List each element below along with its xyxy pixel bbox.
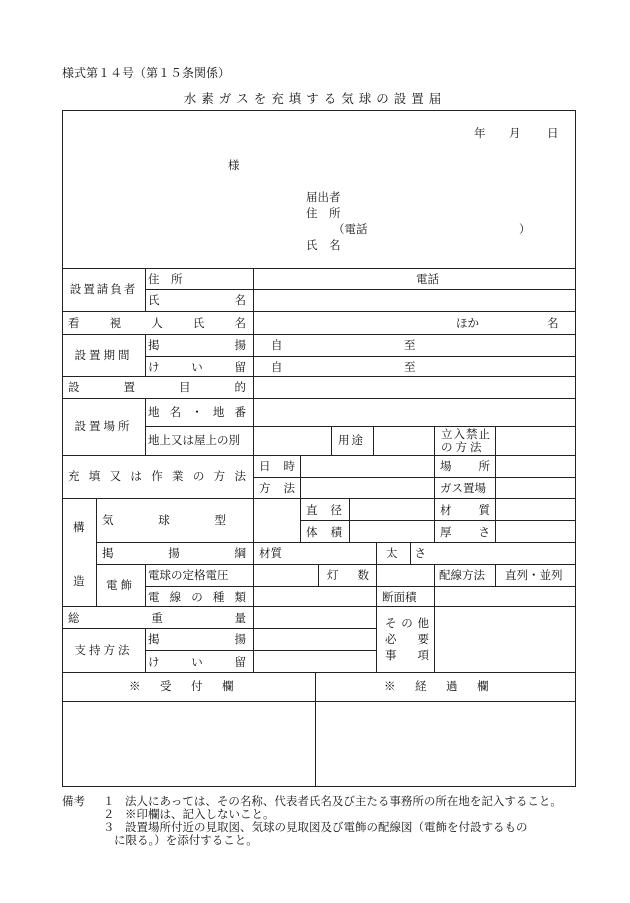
reception-column-label: ※ 受 付 欄 xyxy=(129,679,238,693)
other-label-2: 必 要 xyxy=(385,632,429,646)
balloon-diameter-label: 直径 xyxy=(306,503,342,517)
decoration-label: 電飾 xyxy=(106,577,135,592)
gas-storage-label: ガス置場 xyxy=(440,481,486,495)
watcher-count-unit: 名 xyxy=(547,316,559,330)
wiring-method-value: 直列・並列 xyxy=(505,568,563,582)
balloon-volume-label: 体積 xyxy=(306,525,342,539)
watcher-label: 看視人氏名 xyxy=(68,316,246,330)
other-label-3: 事 項 xyxy=(385,648,429,662)
notifier-name-label: 氏 名 xyxy=(306,238,341,252)
fill-site-label: 場所 xyxy=(440,459,490,473)
fill-datetime-label: 日時 xyxy=(259,459,295,473)
note-3-number: ３ xyxy=(103,820,115,834)
date-day-label: 日 xyxy=(547,126,559,140)
form-number: 様式第１４号（第１５条関係） xyxy=(62,66,231,80)
note-3-text: 設置場所付近の見取図、気球の見取図及び電飾の配線図（電飾を付設するもの xyxy=(125,820,528,834)
place-use-label: 用途 xyxy=(338,433,365,447)
notifier-phone-label: （電話 xyxy=(333,222,368,236)
requester-address-label: 住 所 xyxy=(148,272,183,286)
rope-label: 掲揚綱 xyxy=(102,546,246,560)
period-moor-to: 至 xyxy=(404,360,416,374)
addressee-label: 様 xyxy=(228,158,240,172)
fill-method-sub-label: 方法 xyxy=(259,481,295,495)
structure-label-1: 構 xyxy=(73,520,85,534)
balloon-type-label: 気球型 xyxy=(102,513,226,527)
period-raise-to: 至 xyxy=(404,338,416,352)
note-1-text: 法人にあっては、その名称、代表者氏名及び主たる事務所の所在地を記入すること。 xyxy=(125,794,562,808)
note-3-text-cont: に限る。）を添付すること。 xyxy=(114,833,258,847)
rope-thickness-label: 太さ xyxy=(386,546,426,560)
support-label: 支持方法 xyxy=(74,642,133,657)
lamp-count-label: 灯数 xyxy=(327,568,369,582)
rated-voltage-label: 電球の定格電圧 xyxy=(148,568,229,582)
balloon-thickness-label: 厚さ xyxy=(440,525,490,539)
place-ground-roof-label: 地上又は屋上の別 xyxy=(148,433,240,447)
period-label: 設置期間 xyxy=(74,347,133,362)
notifier-phone-close: ） xyxy=(519,222,531,236)
notifier-address-label: 住 所 xyxy=(306,206,341,220)
place-label: 設置場所 xyxy=(74,419,133,433)
date-month-label: 月 xyxy=(509,126,521,140)
restricted-label-2: の方法 xyxy=(441,440,485,454)
period-raise-label: 掲 揚 xyxy=(148,338,246,352)
support-moor-label: けい留 xyxy=(148,655,246,669)
progress-column-label: ※ 経 過 欄 xyxy=(384,679,493,693)
requester-label: 設置請負者 xyxy=(69,282,138,296)
balloon-material-label: 材質 xyxy=(440,503,490,517)
rope-material-label: 材質 xyxy=(259,546,282,560)
notifier-label: 届出者 xyxy=(306,190,341,204)
cross-section-label: 断面積 xyxy=(382,590,417,604)
period-moor-label: けい留 xyxy=(148,360,246,374)
form-title: 水素ガスを充填する気球の設置届 xyxy=(183,91,447,106)
requester-name-label: 氏 名 xyxy=(148,293,246,307)
total-weight-label: 総重量 xyxy=(68,611,246,625)
watcher-others-label: ほか xyxy=(456,316,479,330)
structure-label-2: 造 xyxy=(73,574,85,588)
wiring-method-label: 配線方法 xyxy=(439,568,485,582)
place-lot-label: 地名・地番 xyxy=(148,405,246,419)
date-year-label: 年 xyxy=(474,126,486,140)
note-1-number: １ xyxy=(103,794,115,808)
restricted-label-1: 立入禁止 xyxy=(441,427,491,441)
wire-kind-label: 電線の種類 xyxy=(148,590,246,604)
note-2-text: ※印欄は、記入しないこと。 xyxy=(125,807,275,821)
other-label-1: その他 xyxy=(385,616,429,630)
purpose-label: 設置目的 xyxy=(68,380,246,394)
note-2-number: ２ xyxy=(103,807,115,821)
fill-method-label: 充填又は作業の方法 xyxy=(68,469,246,483)
support-raise-label: 掲 揚 xyxy=(148,632,246,646)
period-raise-from: 自 xyxy=(271,338,283,352)
notes-label: 備考 xyxy=(62,794,85,808)
requester-phone-label: 電話 xyxy=(416,272,439,286)
period-moor-from: 自 xyxy=(271,360,283,374)
